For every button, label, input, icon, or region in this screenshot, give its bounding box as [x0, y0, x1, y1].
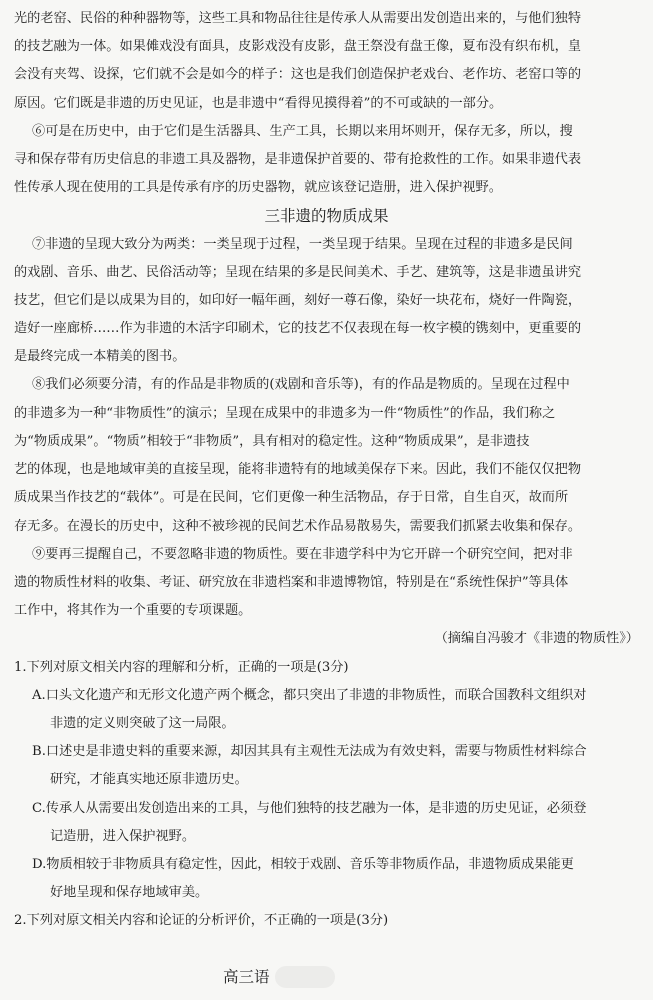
paragraph-8-line-1: ⑧我们必须要分清，有的作品是非物质的(戏剧和音乐等)，有的作品是物质的。呈现在过程中	[32, 377, 570, 392]
paragraph-9-line-1: ⑨要再三提醒自己，不要忽略非遗的物质性。要在非遗学科中为它开辟一个研究空间，把对非	[32, 547, 573, 562]
question-1-option-c-cont: 记造册，进入保护视野。	[50, 829, 196, 844]
blurred-watermark	[275, 966, 335, 988]
paragraph-8-line-3: 为“物质成果”。“物质”相较于“非物质”，具有相对的稳定性。这种“物质成果”，是非遗技	[14, 434, 530, 449]
question-1-option-b: B.口述史是非遗史料的重要来源，却因其具有主观性无法成为有效史料，需要与物质性材料综合	[32, 744, 587, 759]
paragraph-9-line-2: 遗的物质性材料的收集、考证、研究放在非遗档案和非遗博物馆，特别是在“系统性保护”等具体	[14, 575, 569, 590]
paragraph-6-line-1: ⑥可是在历史中，由于它们是生活器具、生产工具，长期以来用坏则开，保存无多，所以，搜	[32, 124, 573, 139]
paragraph-6-line-2: 寻和保存带有历史信息的非遗工具及器物，是非遗保护首要的、带有抢救性的工作。如果非遗代表	[14, 152, 582, 167]
question-1-stem: 1.下列对原文相关内容的理解和分析，正确的一项是(3分)	[14, 660, 349, 675]
question-1-option-b-cont: 研究，才能真实地还原非遗历史。	[50, 772, 248, 787]
question-1-option-a-cont: 非遗的定义则突破了这一局限。	[50, 716, 235, 731]
paragraph-7-line-4: 造好一座廊桥……作为非遗的木活字印刷术，它的技艺不仅表现在每一枚字模的镌刻中，更重要的	[14, 321, 582, 336]
paragraph-9-line-3: 工作中，将其作为一个重要的专项课题。	[14, 603, 252, 618]
question-1-option-d: D.物质相较于非物质具有稳定性，因此，相较于戏剧、音乐等非物质作品，非遗物质成果能更	[32, 857, 574, 872]
paragraph-8-line-2: 的非遗多为一种“非物质性”的演示；呈现在成果中的非遗多为一件“物质性”的作品，我们称之	[14, 406, 556, 421]
paragraph-5-line-2: 的技艺融为一体。如果傩戏没有面具，皮影戏没有皮影，盘王祭没有盘王像，夏布没有织布机，皇	[14, 39, 582, 54]
question-1-option-c: C.传承人从需要出发创造出来的工具，与他们独特的技艺融为一体，是非遗的历史见证，必须登	[32, 801, 587, 816]
paragraph-7-line-1: ⑦非遗的呈现大致分为两类：一类呈现于过程，一类呈现于结果。呈现在过程的非遗多是民间	[32, 237, 573, 252]
question-2-stem: 2.下列对原文相关内容和论证的分析评价，不正确的一项是(3分)	[14, 913, 389, 928]
question-1-option-d-cont: 好地呈现和保存地域审美。	[50, 885, 209, 900]
paragraph-5-line-1: 光的老窑、民俗的种种器物等，这些工具和物品往往是传承人从需要出发创造出来的，与他们独特	[14, 11, 582, 26]
paragraph-7-line-5: 是最终完成一本精美的图书。	[14, 349, 186, 364]
paragraph-8-line-6: 存无多。在漫长的历史中，这种不被珍视的民间艺术作品易散易失，需要我们抓紧去收集和保存。	[14, 519, 582, 534]
paragraph-5-line-4: 原因。它们既是非遗的历史见证，也是非遗中“看得见摸得着”的不可或缺的一部分。	[14, 96, 503, 111]
paragraph-6-line-3: 性传承人现在使用的工具是传承有序的历史器物，就应该登记造册，进入保护视野。	[14, 180, 502, 195]
paragraph-7-line-2: 的戏剧、音乐、曲艺、民俗活动等；呈现在结果的多是民间美术、手艺、建筑等，这是非遗虽讲究	[14, 265, 582, 280]
paragraph-7-line-3: 技艺，但它们是以成果为目的，如印好一幅年画，刻好一尊石像，染好一块花布，烧好一件陶瓷，	[14, 293, 582, 308]
section-heading: 三非遗的物质成果	[264, 207, 389, 225]
paragraph-5-line-3: 会没有夹驾、设探，它们就不会是如今的样子：这也是我们创造保护老戏台、老作坊、老窑口等的	[14, 67, 582, 82]
paragraph-8-line-4: 艺的体现，也是地域审美的直接呈现，能将非遗特有的地域美保存下来。因此，我们不能仅仅把物	[14, 462, 582, 477]
paragraph-8-line-5: 质成果当作技艺的“载体”。可是在民间，它们更像一种生活物品，存于日常，自生自灭，故而所	[14, 490, 569, 505]
page-footer: 高三语	[223, 968, 270, 986]
question-1-option-a: A.口头文化遗产和无形文化遗产两个概念，都只突出了非遗的非物质性，而联合国教科文组织对	[32, 688, 587, 703]
source-citation: （摘编自冯骏才《非遗的物质性》）	[434, 631, 639, 646]
